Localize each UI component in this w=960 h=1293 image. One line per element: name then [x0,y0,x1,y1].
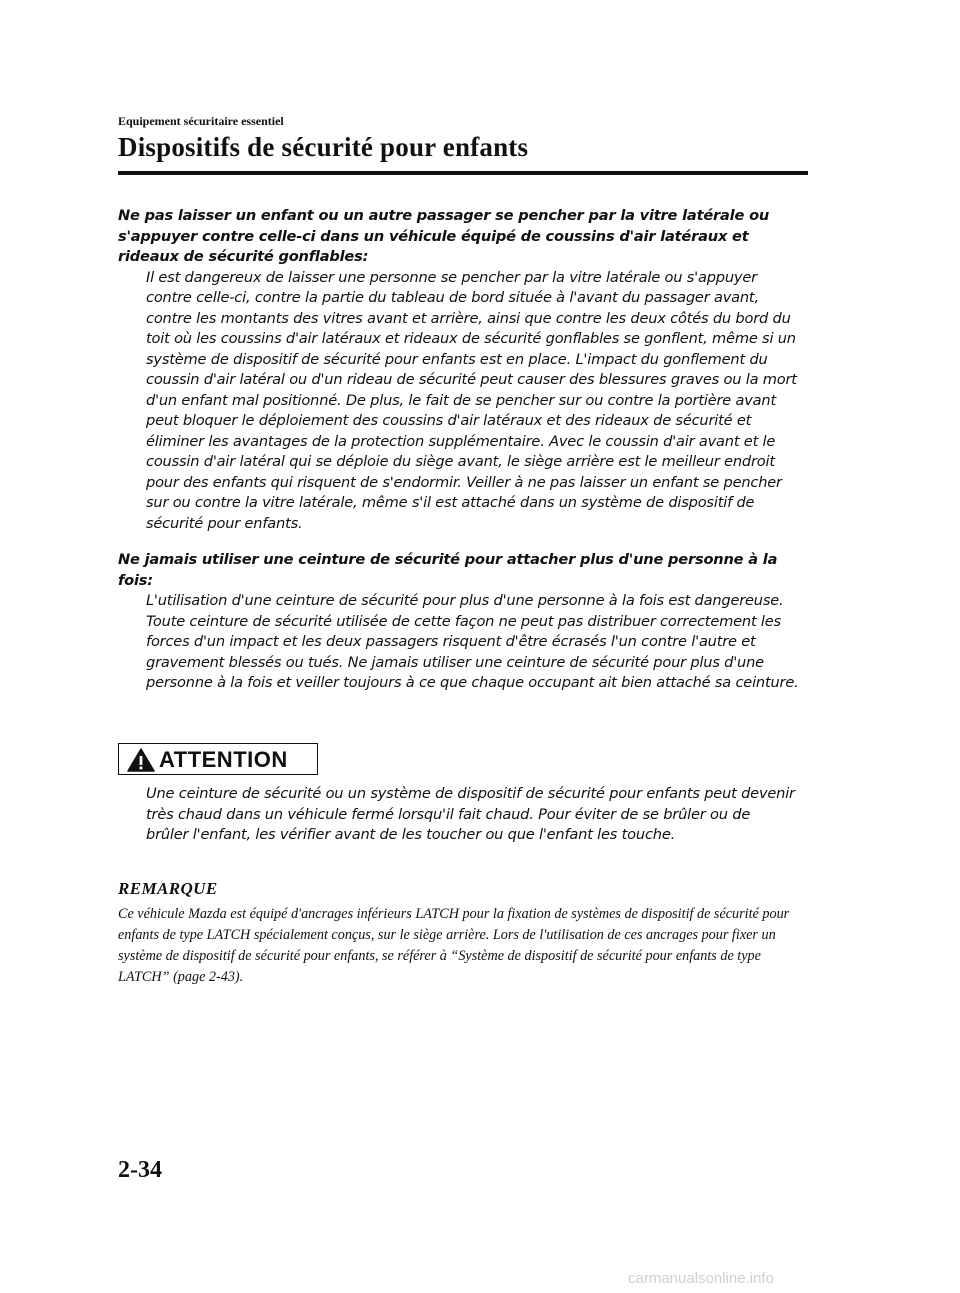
warning-heading: Ne jamais utiliser une ceinture de sécurité pour attacher plus d'une personne à la fois: [118,551,778,589]
page-title: Dispositifs de sécurité pour enfants [118,132,529,162]
page-number: 2-34 [118,1157,162,1183]
warning-triangle-icon [127,748,155,772]
warning-heading: Ne pas laisser un enfant ou un autre passager se pencher par la vitre latérale ou s'appuyer contre celle-ci dans un véhicule équipé de coussins d'air latéraux et rideaux de sécurité gonflables: [118,207,770,265]
warning-body: L'utilisation d'une ceinture de sécurité pour plus d'une personne à la fois est dangereuse. Toute ceinture de sécurité utilisée de cette façon ne peut pas distribuer correctement les forces d'un impact et les deux passagers risquent d'être écrasés l'un contre l'autre et gravement blessés ou tués. Ne jamais utiliser une ceinture de sécurité pour plus d'une personne à la fois et veiller toujours à ce que chaque occupant ait bien attaché sa ceinture. [146,592,799,691]
warning-body: Il est dangereux de laisser une personne se pencher par la vitre latérale ou s'appuyer contre celle-ci, contre la partie du tableau de bord située à l'avant du passager avant, contre les montants des vitres avant et arrière, ainsi que contre les deux côtés du bord du toit où les coussins d'air latéraux et rideaux de sécurité gonflables se gonflent, même si un système de dispositif de sécurité pour enfants est en place. L'impact du gonflement du coussin d'air latéral ou d'un rideau de sécurité peut causer des blessures graves ou la mort d'un enfant mal positionné. De plus, le fait de se pencher sur ou contre la portière avant peut bloquer le déploiement des coussins d'air latéraux et des rideaux de sécurité et éliminer les avantages de la protection supplémentaire. Avec le coussin d'air avant et le coussin d'air latéral qui se déploie du siège avant, le siège arrière est le meilleur endroit pour des enfants qui risquent de s'endormir. Veiller à ne pas laisser un enfant se pencher sur ou contre la vitre latérale, même s'il est attaché dans un système de dispositif de sécurité pour enfants. [146,268,797,532]
remarque-text: Ce véhicule Mazda est équipé d'ancrages inférieurs LATCH pour la fixation de systèmes de dispositif de sécurité pour enfants de type LATCH spécialement conçus, sur le siège arrière. Lors de l'utilisation de ces ancrages pour fixer un système de dispositif de sécurité pour enfants, se référer à “Système de dispositif de sécurité pour enfants de type LATCH” (page 2-43). [118,906,790,985]
title-divider [118,171,808,175]
remarque-heading: REMARQUE [118,879,218,898]
attention-box [118,743,318,775]
attention-text: Une ceinture de sécurité ou un système de dispositif de sécurité pour enfants peut devenir très chaud dans un véhicule fermé lorsqu'il fait chaud. Pour éviter de se brûler ou de brûler l'enfant, les vérifier avant de les toucher ou que l'enfant les touche. [146,785,795,843]
watermark: carmanualsonline.info [628,1270,774,1287]
section-header: Equipement sécuritaire essentiel [118,114,284,128]
attention-label: ATTENTION [159,747,288,772]
warnings-content [118,206,808,694]
